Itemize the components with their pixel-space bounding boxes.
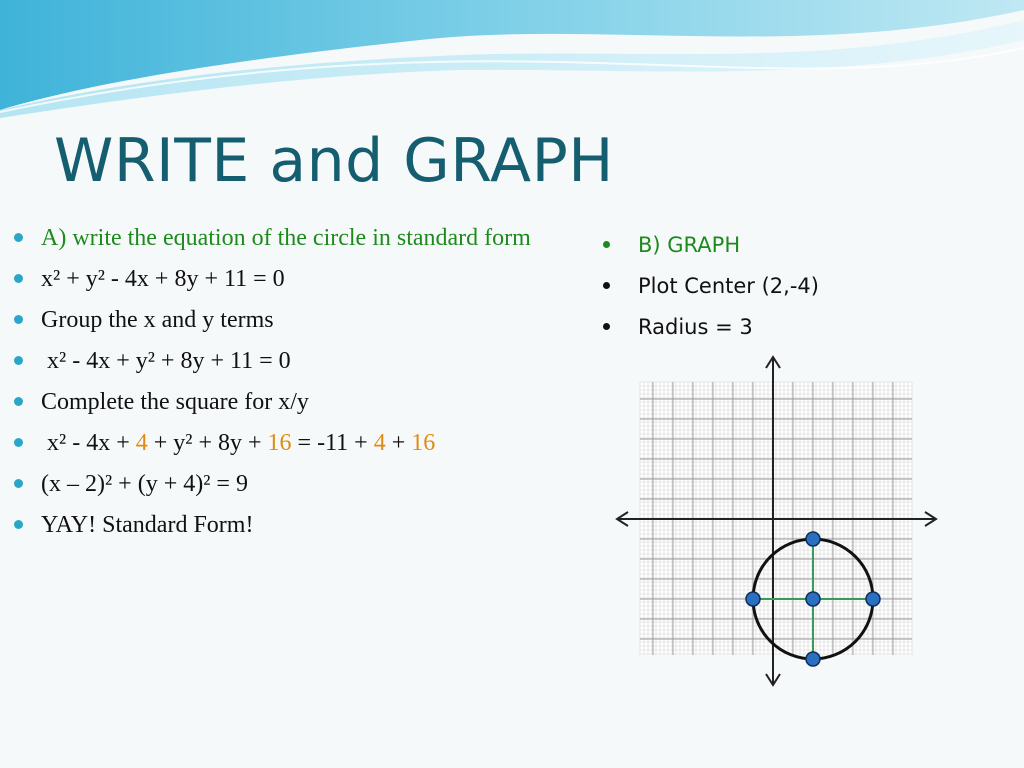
plotted-point (806, 592, 820, 606)
added-term: 4 (373, 430, 386, 456)
slide-title: WRITE and GRAPH (54, 126, 614, 196)
coordinate-graph (610, 352, 945, 692)
bullet-icon (603, 282, 610, 289)
equation-part: + y² + 8y + (147, 430, 268, 456)
bullet-icon (14, 397, 23, 406)
list-item-text: Plot Center (2,-4) (638, 274, 819, 298)
list-item (14, 386, 534, 419)
added-term: 16 (267, 430, 292, 456)
plotted-point (746, 592, 760, 606)
list-item (600, 312, 819, 342)
list-item-text: B) GRAPH (638, 233, 741, 257)
added-term: 4 (135, 430, 148, 456)
list-item-text: Complete the square for x/y (41, 389, 309, 415)
bullet-icon (603, 241, 610, 248)
equation-part: + (385, 430, 412, 456)
list-item-text: A) write the equation of the circle in standard form (41, 225, 531, 251)
plotted-point (806, 652, 820, 666)
list-item (600, 230, 819, 260)
bullet-icon (14, 438, 23, 447)
list-item-text: (x – 2)² + (y + 4)² = 9 (41, 471, 248, 497)
list-item (14, 304, 534, 337)
plotted-point (806, 532, 820, 546)
equation-part: = -11 + (291, 430, 374, 456)
bullet-icon (14, 479, 23, 488)
list-item (600, 271, 819, 301)
right-bullet-list (600, 230, 819, 353)
bullet-icon (14, 315, 23, 324)
bullet-icon (603, 323, 610, 330)
completing-square-line (41, 430, 435, 456)
equation-part: x² - 4x + (41, 430, 136, 456)
bullet-icon (14, 356, 23, 365)
list-item (14, 222, 534, 255)
list-item (14, 345, 534, 378)
list-item (14, 263, 534, 296)
list-item-text: x² + y² - 4x + 8y + 11 = 0 (41, 266, 285, 292)
list-item (14, 509, 534, 542)
list-item (14, 427, 534, 460)
list-item-text: Group the x and y terms (41, 307, 274, 333)
header-wave-decoration (0, 0, 1024, 120)
bullet-icon (14, 274, 23, 283)
list-item-text: YAY! Standard Form! (41, 512, 254, 538)
list-item (14, 468, 534, 501)
added-term: 16 (411, 430, 436, 456)
plotted-point (866, 592, 880, 606)
bullet-icon (14, 520, 23, 529)
list-item-text: Radius = 3 (638, 315, 753, 339)
bullet-icon (14, 233, 23, 242)
list-item-text: x² - 4x + y² + 8y + 11 = 0 (41, 348, 291, 374)
left-bullet-list (14, 222, 534, 550)
